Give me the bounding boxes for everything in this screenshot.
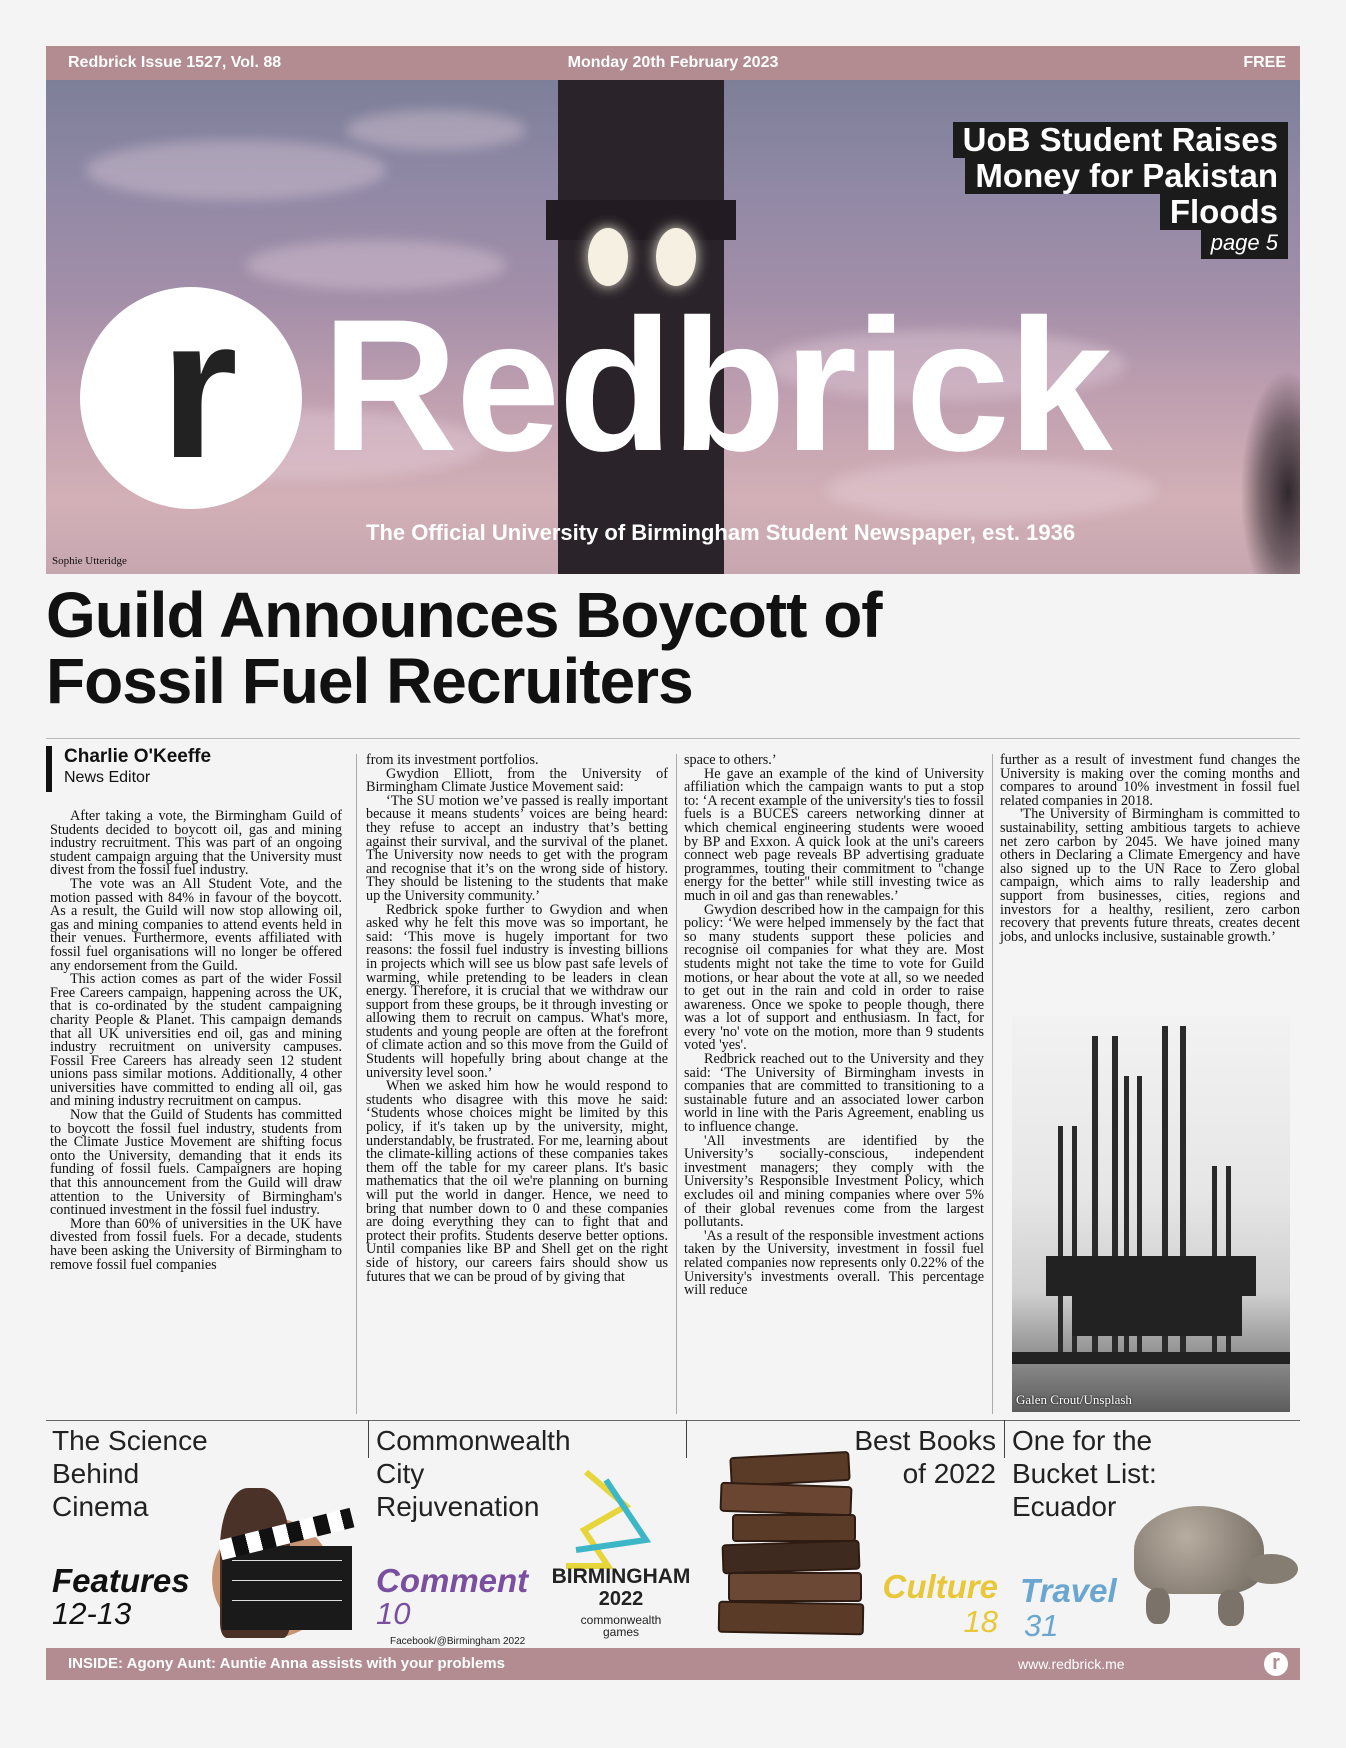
article-column-1	[50, 810, 342, 1272]
oil-rig-photo	[1012, 1016, 1290, 1412]
paragraph: The vote was an All Student Vote, and the motion passed with 84% in favour of the boycott. As a result, the Guild will now stop allowing oil, gas and mining companies to attend events held in their venues. Furthermore, events affiliated with fossil fuel organisations will no longer be offered any endorsement from the Guild.	[50, 875, 342, 974]
clock-face-icon	[656, 228, 696, 286]
section-label-travel: Travel	[1020, 1572, 1117, 1609]
author-role: News Editor	[64, 769, 151, 786]
promo-headline-line: UoB Student Raises	[953, 122, 1288, 158]
divider	[46, 738, 1300, 739]
top-bar	[46, 46, 1300, 80]
promo-headline-line: Floods	[1160, 194, 1288, 230]
article-column-4	[1000, 754, 1300, 944]
page-ref-travel: 31	[1024, 1608, 1059, 1643]
footer-bar	[46, 1648, 1300, 1680]
section-rule	[1004, 1420, 1005, 1458]
promo-box[interactable]	[953, 122, 1288, 259]
page-ref-culture: 18	[963, 1604, 998, 1639]
paragraph: 'The University of Birmingham is committed to sustainability, setting ambitious targets to achieve net zero carbon by 2045. We have joined many others in Declaring a Climate Emergency and have also signed up to the UN Race to Zero global campaign, which aims to rally leadership and support from businesses, cities, regions and investors for a healthy, resilient, zero carbon recovery that prevents future threats, creates decent jobs, and unlocks inclusive, sustainable growth.’	[1000, 806, 1300, 945]
author-name: Charlie O'Keeffe	[64, 746, 212, 767]
paragraph: After taking a vote, the Birmingham Guild of Students decided to boycott oil, gas and mining industry recruitment. This was part of an ongoing student campaign arguing that the University must divest from the fossil fuel industry.	[50, 808, 342, 879]
paragraph: When we asked him how he would respond to students who disagree with this move he said: ‘Students whose choices might be limited by this policy, if it's taken up by the university, might, understandably, be frustrated. For me, learning about the climate-killing actions of these companies takes them off the table for my career plans. It's basic mathematics that the oil we're planning on burning will put the world in danger. Hence, we need to bring that number down to 0 and these companies are doing everything they can to fight that and protect their profits. Students deserve better options. Until companies like BP and Shell get on the right side of history, our careers fairs should show us futures that we can be proud of by giving that	[366, 1078, 668, 1285]
paragraph: More than 60% of universities in the UK have divested from fossil fuels. For a decade, students have been asking the University of Birmingham to remove fossil fuel companies	[50, 1215, 342, 1273]
promo-headline-line: Money for Pakistan	[965, 158, 1288, 194]
paragraph: Gwydion Elliott, from the University of Birmingham Climate Justice Movement said:	[366, 765, 668, 796]
paragraph: from its investment portfolios.	[366, 752, 539, 768]
birmingham-2022-logo: BIRMINGHAM 2022 commonwealth games	[546, 1470, 696, 1650]
price-label: FREE	[1243, 54, 1286, 71]
paragraph: Redbrick spoke further to Gwydion and when asked why he felt this move was so important, he said: ‘This move is hugely important for two reasons: the fossil fuel industry is investing billions in projects which will see us blow past safe levels of warming, while pretending to be leaders in clean energy. Therefore, it is crucial that we withdraw our support from these groups, be it through investing or allowing them to recruit on campus. What's more, students and young people are often at the forefront of climate action and so this move from the Guild of Students will hopefully bring about change at the university level soon.’	[366, 901, 668, 1081]
paragraph: further as a result of investment fund changes the University is making over the coming months and compares to around 10% investment in fossil fuel related companies in 2018.	[1000, 752, 1300, 809]
clapperboard-image	[212, 1488, 362, 1638]
column-rule	[676, 754, 677, 1414]
article-column-2	[366, 754, 668, 1284]
photo-credit: Facebook/@Birmingham 2022	[390, 1636, 526, 1647]
masthead-title: Redbrick	[322, 280, 1111, 490]
column-rule	[992, 754, 993, 1414]
paragraph: 'As a result of the responsible investment actions taken by the University, investment in fossil fuel related companies now represents only 0.22% of the University's investments overall. This percentage will reduce	[684, 1227, 984, 1299]
issue-date: Monday 20th February 2023	[567, 54, 779, 71]
issue-number: Redbrick Issue 1527, Vol. 88	[68, 54, 282, 71]
byline	[46, 746, 211, 792]
section-label-culture: Culture	[882, 1568, 998, 1605]
paragraph: Gwydion described how in the campaign for this policy: ‘We were helped immensely by the fact that so many students support these policies and recognise oil companies for what they are. Most students might not take the time to vote for Guild motions, or hear about the vote at all, so we needed to get out in the rain and cold in order to raise awareness. Once we spoke to people though, there was a lot of support and enthusiasm. In fact, for every 'no' vote on the motion, more than 9 students voted 'yes'.	[684, 901, 984, 1054]
clock-face-icon	[588, 228, 628, 286]
paragraph: He gave an example of the kind of University affiliation which the campaign wants to put a stop to: ‘A recent example of the university's ties to fossil fuels is a BUCES careers networking dinner at which chemical engineering students were wooed by BP and Exxon. A quick look at the uni's careers connect web page reveals BP advertising graduate programmes, touting their commitment to "change energy for the better" while still investing twice as much in oil and gas than renewables.’	[684, 765, 984, 904]
inside-teaser[interactable]: INSIDE: Agony Aunt: Auntie Anna assists with your problems	[68, 1655, 505, 1672]
promo-page-ref: page 5	[1201, 230, 1288, 259]
redbrick-logo: r	[80, 287, 302, 509]
teaser-features[interactable]: The Science Behind Cinema	[52, 1425, 208, 1522]
paragraph: Now that the Guild of Students has committed to boycott the fossil fuel industry, students from the Climate Justice Movement are shifting focus onto the University, demanding that it ends its funding of fossil fuels. Campaigners are hoping that this announcement from the Guild will draw attention to the University of Birmingham's continued investment in the fossil fuel industry.	[50, 1107, 342, 1219]
tree-silhouette	[1240, 370, 1300, 574]
teaser-culture[interactable]: Best Books of 2022	[854, 1425, 996, 1489]
section-rule	[368, 1420, 369, 1458]
section-label-comment: Comment	[376, 1562, 529, 1599]
main-headline: Guild Announces Boycott of Fossil Fuel Recruiters	[46, 579, 882, 717]
teaser-travel[interactable]: One for the Bucket List: Ecuador	[1012, 1425, 1157, 1522]
photo-credit: Sophie Utteridge	[52, 555, 127, 567]
paragraph: Redbrick reached out to the University and they said: ‘The University of Birmingham invests in companies that are committed to transitioning to a sustainable future and an associated lower carbon world in line with the Paris Agreement, enabling us to influence change.	[684, 1051, 984, 1136]
divider	[46, 1420, 1300, 1421]
teaser-comment[interactable]: Commonwealth City Rejuvenation	[376, 1425, 571, 1522]
page-ref-features: 12-13	[52, 1596, 132, 1631]
page-ref-comment: 10	[376, 1596, 411, 1631]
article-column-3	[684, 754, 984, 1298]
redbrick-logo-icon: r	[1264, 1652, 1288, 1676]
photo-credit: Galen Crout/Unsplash	[1016, 1392, 1132, 1407]
paragraph: ‘The SU motion we’ve passed is really important because it means students’ voices are being heard: they refuse to accept an industry that’s betting against their survival, and the survival of the planet. The University now needs to get with the program and recognise that it’s on the wrong side of history. They should be listening to the students that make up the University community.’	[366, 792, 668, 904]
column-rule	[356, 754, 357, 1414]
masthead-tagline: The Official University of Birmingham Student Newspaper, est. 1936	[366, 520, 1076, 545]
website-link[interactable]: www.redbrick.me	[1018, 1656, 1125, 1672]
paragraph: This action comes as part of the wider Fossil Free Careers campaign, happening across the UK, that is co-ordinated by the student campaigning charity People & Planet. This campaign demands that all UK universities end oil, gas and mining industry recruitment on university campuses. Fossil Free Careers has already seen 12 student unions pass similar motions. Additionally, 4 other universities have committed to ending all oil, gas and mining industry recruitment on campus.	[50, 971, 342, 1110]
tortoise-image	[1120, 1500, 1302, 1630]
section-rule	[686, 1420, 687, 1458]
hero-photo	[46, 80, 1300, 574]
paragraph: 'All investments are identified by the University’s socially-conscious, independent investment managers; they comply with the University’s Responsible Investment Policy, which excludes oil and mining companies where over 5% of their global revenues come from the largest pollutants.	[684, 1132, 984, 1231]
section-label-features: Features	[52, 1562, 190, 1599]
paragraph: space to others.’	[684, 752, 777, 768]
